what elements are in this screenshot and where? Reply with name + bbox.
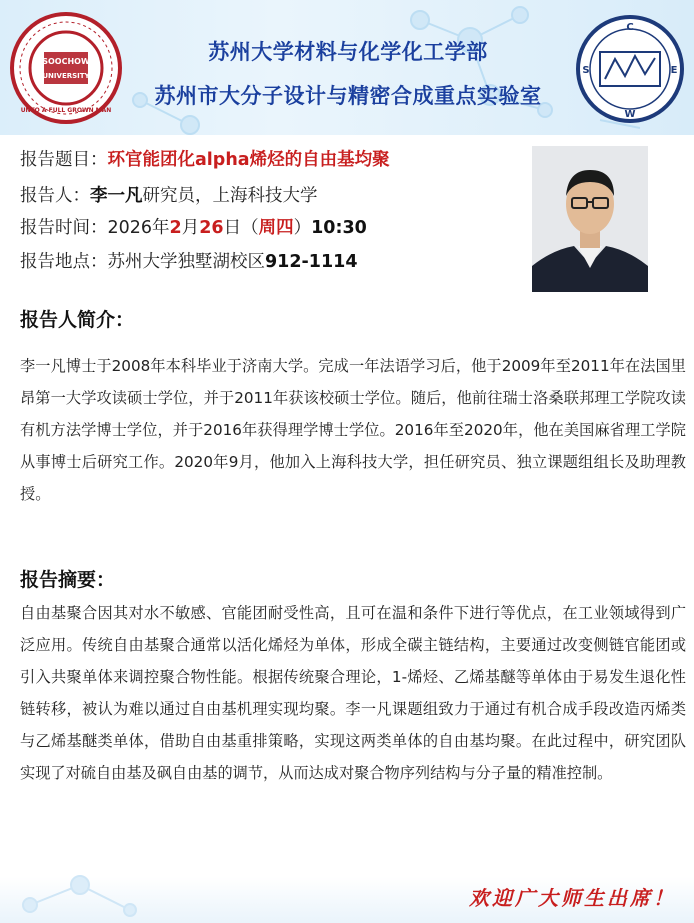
college-emblem-logo [575, 14, 685, 124]
speaker-label: 报告人： [20, 186, 90, 206]
topic-value: 环官能团化alpha烯烃的自由基均聚 [107, 150, 390, 170]
svg-text:UNIVERSITY: UNIVERSITY [42, 72, 90, 80]
footer-banner [0, 865, 694, 923]
laboratory-title: 苏州市大分子设计与精密合成重点实验室 [154, 84, 542, 108]
location-place: 苏州大学独墅湖校区 [107, 252, 265, 272]
bio-heading: 报告人简介： [20, 309, 135, 331]
time-year: 2026年 [107, 218, 170, 238]
topic-label: 报告题目： [20, 150, 108, 170]
abstract-text: 自由基聚合因其对水不敏感、官能团耐受性高，且可在温和条件下进行等优点，在工业领域得到广泛应用。传统自由基聚合通常以活化烯烃为单体，形成全碳主链结构，主要通过改变侧链官能团或引入共聚单体来调控聚合物性能。根据传统聚合理论，1-烯烃、乙烯基醚等单体由于易发生退化性链转移，被认为难以通过自由基机理实现均聚。李一凡课题组致力于通过有机合成手段改造丙烯类与乙烯基醚类单体，借助自由基重排策略，实现这两类单体的自由基均聚。在此过程中，研究团队实现了对硫自由基及砜自由基的调节，从而达成对聚合物序列结构与分子量的精准控制。 [20, 604, 686, 782]
report-location [20, 248, 358, 273]
speaker-affiliation: 研究员，上海科技大学 [142, 186, 318, 206]
speaker-name: 李一凡 [90, 186, 143, 206]
time-weekday: 周四 [258, 218, 294, 238]
bio-text: 李一凡博士于2008年本科毕业于济南大学。完成一年法语学习后，他于2009年至2011年在法国里昂第一大学攻读硕士学位，并于2011年获该校硕士学位。随后，他前往瑞士洛桑联邦理工学院攻读有机方法学博士学位，并于2016年获得理学博士学位。2016年至2020年，他在美国麻省理工学院从事博士后研究工作。2020年9月，他加入上海科技大学，担任研究员、独立课题组组长及助理教授。 [20, 357, 686, 503]
svg-text:C: C [626, 22, 634, 33]
svg-text:W: W [624, 109, 636, 120]
department-title: 苏州大学材料与化学化工学部 [208, 40, 488, 64]
welcome-slogan: 欢迎广大师生出席！ [469, 886, 676, 910]
location-label: 报告地点： [20, 252, 108, 272]
abstract-heading: 报告摘要： [20, 569, 116, 591]
time-close: ） [293, 218, 312, 238]
svg-text:E: E [670, 65, 678, 76]
report-speaker [20, 182, 318, 207]
svg-text:S: S [582, 65, 590, 76]
svg-text:UNTO A FULL GROWN MAN: UNTO A FULL GROWN MAN [20, 107, 112, 114]
report-time [20, 214, 367, 239]
speaker-portrait [532, 146, 648, 292]
time-day: 26 [199, 218, 224, 238]
time-clock: 10:30 [311, 218, 367, 238]
time-month-suffix: 月 [181, 218, 200, 238]
time-day-suffix: 日（ [223, 218, 259, 238]
header-banner [0, 0, 694, 135]
report-topic [20, 146, 390, 171]
time-month: 2 [169, 218, 182, 238]
location-room: 912-1114 [265, 252, 358, 272]
soochow-university-logo [10, 12, 122, 124]
time-label: 报告时间： [20, 218, 108, 238]
svg-text:SOOCHOW: SOOCHOW [42, 57, 90, 66]
